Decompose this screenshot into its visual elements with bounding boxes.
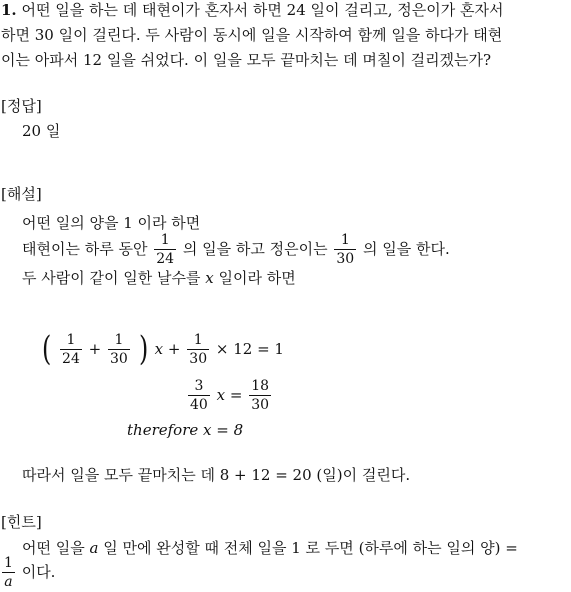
fraction-1-30 xyxy=(108,333,130,366)
variable-x: x xyxy=(205,269,214,287)
equation-3 xyxy=(127,420,243,440)
hint-line-2 xyxy=(0,552,55,591)
fraction-18-30 xyxy=(249,379,271,412)
answer-value: 20 일 xyxy=(22,122,61,140)
fraction-denominator: 30 xyxy=(336,250,355,267)
hint-header: [힌트] xyxy=(1,513,42,531)
fraction-1-24 xyxy=(154,233,176,266)
left-paren: ( xyxy=(41,329,52,369)
fraction-numerator: 1 xyxy=(108,333,130,350)
equation-1 xyxy=(40,326,284,371)
hint-line-1b: 일 만에 완성할 때 전체 일을 1 로 두면 (하루에 하는 일의 양) = xyxy=(103,539,518,557)
equation-3-rest: x = 8 xyxy=(203,421,244,439)
solution-line-3b: 일이라 하면 xyxy=(218,269,296,287)
solution-line-2 xyxy=(22,229,450,268)
problem-text-1: 어떤 일을 하는 데 태현이가 혼자서 하면 24 일이 걸리고, 정은이가 혼자서 xyxy=(21,1,504,19)
fraction-denominator: 40 xyxy=(190,396,208,413)
solution-line-2a: 태현이는 하루 동안 xyxy=(22,240,148,258)
fraction-denominator: 30 xyxy=(251,396,270,413)
right-paren: ) xyxy=(138,329,148,369)
solution-line-3 xyxy=(22,268,296,288)
fraction-numerator: 18 xyxy=(251,377,270,394)
fraction-1-a xyxy=(2,556,15,589)
solution-conclusion: 따라서 일을 모두 끝마치는 데 8 + 12 = 20 (일)이 걸린다. xyxy=(22,466,411,484)
fraction-denominator: a xyxy=(4,573,13,590)
variable-a: a xyxy=(89,539,99,557)
therefore-word: therefore xyxy=(127,421,199,439)
fraction-numerator: 1 xyxy=(187,333,209,350)
hint-line-1a: 어떤 일을 xyxy=(22,539,85,557)
fraction-numerator: 1 xyxy=(334,233,356,250)
variable-x: x xyxy=(154,340,164,358)
problem-number: 1. xyxy=(1,1,17,19)
solution-line-2c: 의 일을 한다. xyxy=(362,240,450,258)
fraction-1-30 xyxy=(334,233,356,266)
fraction-1-24 xyxy=(60,333,82,366)
problem-line-3: 이는 아파서 12 일을 쉬었다. 이 일을 모두 끝마치는 데 며칠이 걸리겠는가? xyxy=(1,51,492,69)
fraction-numerator: 1 xyxy=(154,233,176,250)
fraction-numerator: 1 xyxy=(60,333,82,350)
fraction-denominator: 24 xyxy=(62,350,80,367)
equation-2 xyxy=(186,372,273,417)
fraction-1-30 xyxy=(187,333,209,366)
fraction-denominator: 24 xyxy=(156,250,175,267)
fraction-3-40 xyxy=(188,379,210,412)
solution-line-3a: 두 사람이 같이 일한 날수를 xyxy=(22,269,201,287)
solution-line-1: 어떤 일의 양을 1 이라 하면 xyxy=(22,214,201,232)
fraction-numerator: 3 xyxy=(188,379,210,396)
fraction-numerator: 1 xyxy=(4,554,13,571)
solution-line-2b: 의 일을 하고 정은이는 xyxy=(182,240,328,258)
plus-sign: + xyxy=(88,340,102,358)
solution-header: [해설] xyxy=(1,185,42,203)
fraction-denominator: 30 xyxy=(110,350,128,367)
hint-line-1 xyxy=(22,538,518,558)
fraction-denominator: 30 xyxy=(189,350,208,367)
problem-line-1 xyxy=(1,0,503,20)
variable-x: x xyxy=(216,386,226,404)
equation-1-rest: × 12 = 1 xyxy=(215,340,284,358)
problem-line-2: 하면 30 일이 걸린다. 두 사람이 동시에 일을 시작하여 함께 일을 하다가 태현 xyxy=(1,26,503,44)
hint-line-2b: 이다. xyxy=(21,563,56,581)
answer-header: [정답] xyxy=(1,97,42,115)
plus-sign: + xyxy=(167,340,181,358)
equals-sign: = xyxy=(229,386,243,404)
